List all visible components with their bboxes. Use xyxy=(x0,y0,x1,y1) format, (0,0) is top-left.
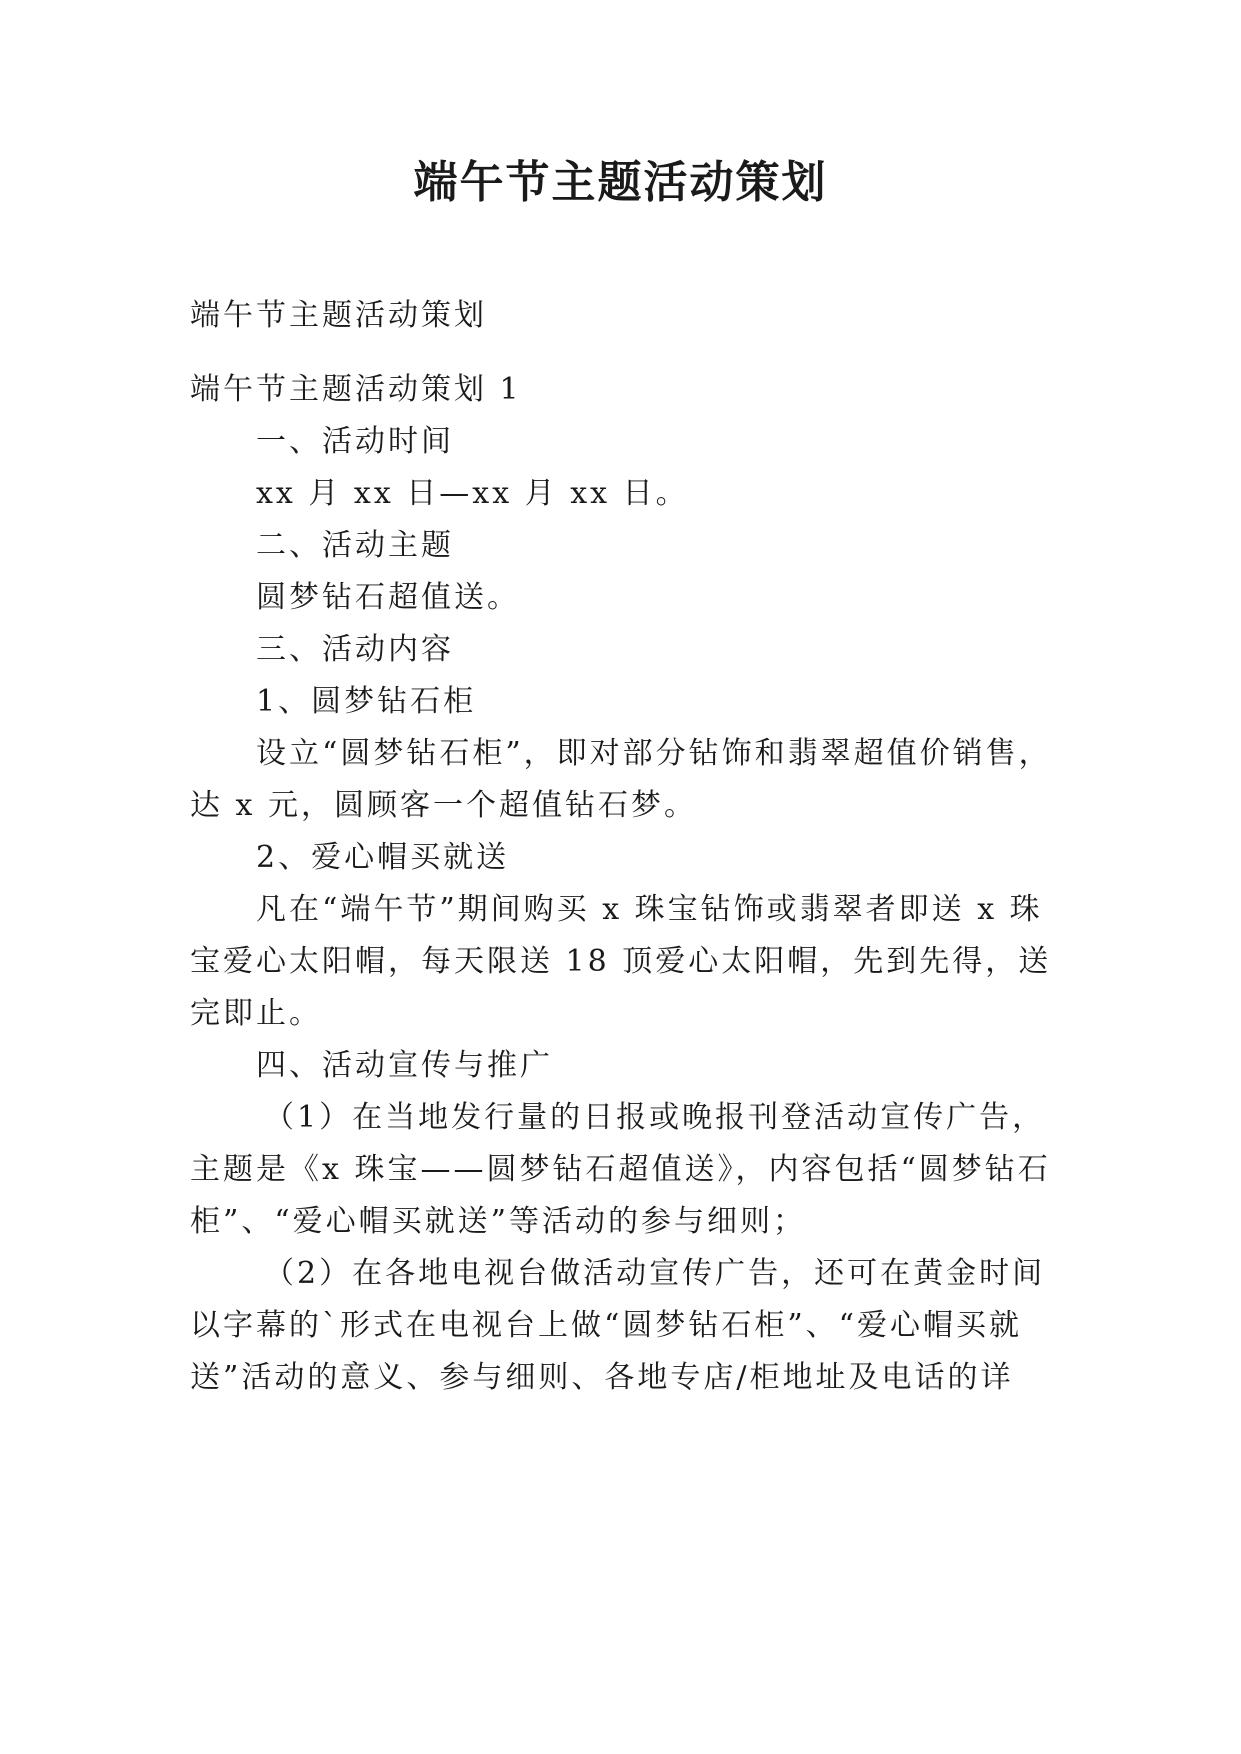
heading-activity-theme: 二、活动主题 xyxy=(256,528,454,563)
paragraph-line: xx 月 xx 日—xx 月 xx 日。 xyxy=(256,476,689,511)
paragraph-line: 完即止。 xyxy=(190,996,322,1031)
paragraph-line: 宝爱心太阳帽，每天限送 18 顶爱心太阳帽，先到先得，送 xyxy=(190,944,1052,979)
paragraph-line: （1）在当地发行量的日报或晚报刊登活动宣传广告， xyxy=(264,1100,1046,1135)
subheading-hat-gift: 2、爱心帽买就送 xyxy=(256,840,510,875)
paragraph-line: 柜”、“爱心帽买就送”等活动的参与细则； xyxy=(190,1204,807,1239)
document-title: 端午节主题活动策划 xyxy=(413,157,828,208)
paragraph-line: （2）在各地电视台做活动宣传广告，还可在黄金时间 xyxy=(264,1256,1046,1291)
heading-activity-time: 一、活动时间 xyxy=(256,424,454,459)
paragraph-line: 以字幕的`形式在电视台上做“圆梦钻石柜”、“爱心帽买就 xyxy=(190,1308,1023,1343)
subheading-diamond-counter: 1、圆梦钻石柜 xyxy=(256,684,477,719)
paragraph-line: 达 x 元，圆顾客一个超值钻石梦。 xyxy=(190,788,697,823)
heading-promotion: 四、活动宣传与推广 xyxy=(256,1048,553,1083)
paragraph-line: 设立“圆梦钻石柜”，即对部分钻饰和翡翠超值价销售， xyxy=(256,736,1052,771)
paragraph-line: 圆梦钻石超值送。 xyxy=(256,580,520,615)
paragraph-line: 主题是《x 珠宝——圆梦钻石超值送》，内容包括“圆梦钻石 xyxy=(190,1152,1051,1187)
paragraph-line: 送”活动的意义、参与细则、各地专店/柜地址及电话的详 xyxy=(190,1360,1014,1395)
heading-activity-content: 三、活动内容 xyxy=(256,632,454,667)
document-subtitle: 端午节主题活动策划 xyxy=(190,298,487,333)
paragraph-line: 凡在“端午节”期间购买 x 珠宝钻饰或翡翠者即送 x 珠 xyxy=(256,892,1043,927)
section-heading: 端午节主题活动策划 1 xyxy=(190,372,522,407)
